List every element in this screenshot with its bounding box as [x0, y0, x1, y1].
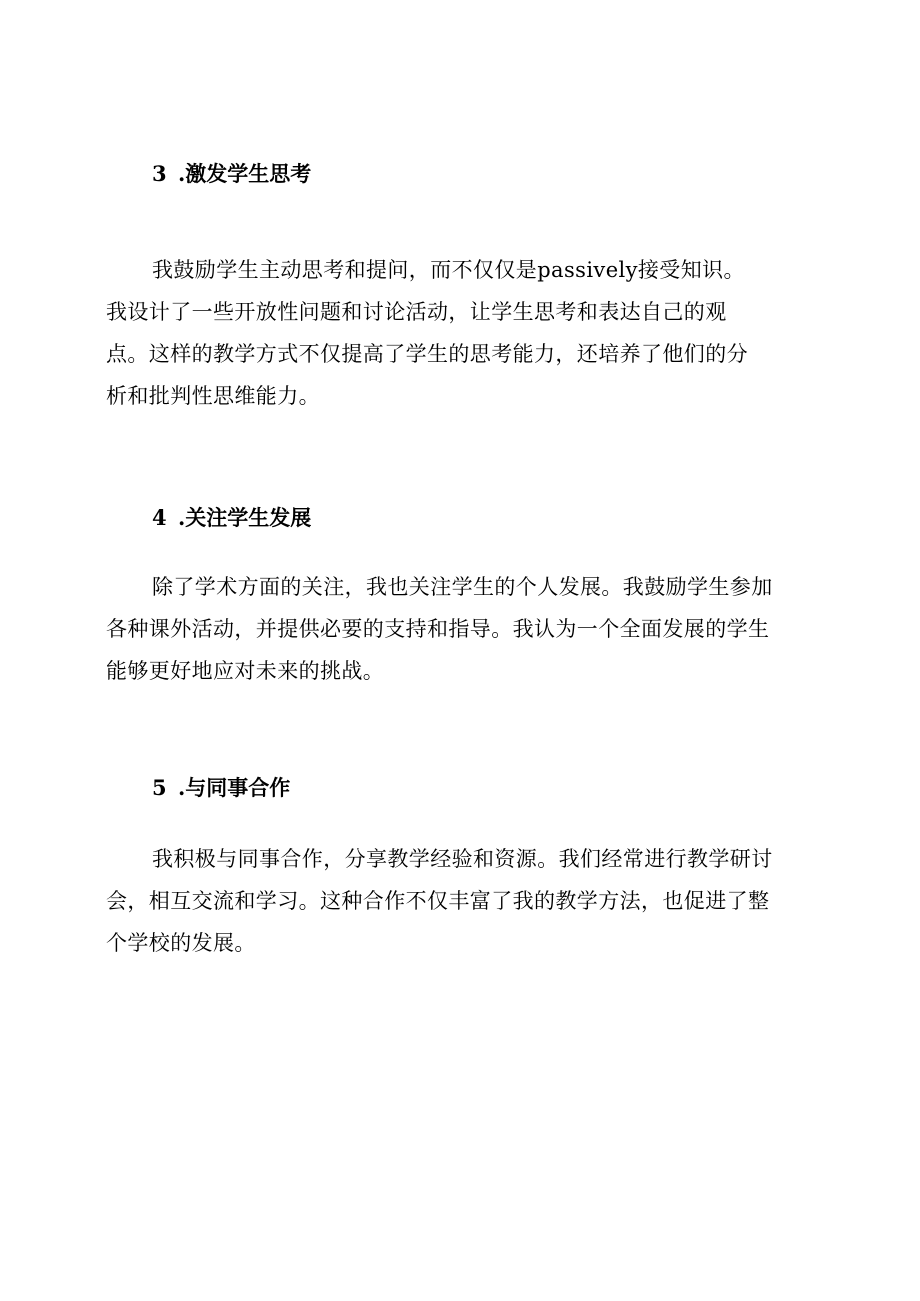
paragraph-line: 我积极与同事合作，分享教学经验和资源。我们经常进行教学研讨	[152, 847, 773, 871]
section-3-heading	[152, 159, 311, 189]
section-4-paragraph	[106, 566, 826, 692]
paragraph-line: 各种课外活动，并提供必要的支持和指导。我认为一个全面发展的学生	[106, 617, 770, 641]
section-3-title: .激发学生思考	[178, 161, 312, 186]
paragraph-line: 个学校的发展。	[106, 931, 256, 955]
section-5-heading	[152, 773, 290, 803]
section-5-title: .与同事合作	[178, 775, 291, 800]
paragraph-line: 我鼓励学生主动思考和提问，而不仅仅是passively接受知识。	[152, 258, 745, 282]
paragraph-line: 我设计了一些开放性问题和讨论活动，让学生思考和表达自己的观	[106, 300, 727, 324]
section-5-number: 5	[152, 775, 167, 800]
paragraph-line: 能够更好地应对未来的挑战。	[106, 659, 385, 683]
paragraph-line: 会，相互交流和学习。这种合作不仅丰富了我的教学方法，也促进了整	[106, 889, 770, 913]
section-3-number: 3	[152, 161, 167, 186]
section-4-heading	[152, 503, 311, 533]
paragraph-line: 除了学术方面的关注，我也关注学生的个人发展。我鼓励学生参加	[152, 575, 773, 599]
section-4-number: 4	[152, 505, 167, 530]
section-4-title: .关注学生发展	[178, 505, 312, 530]
paragraph-line: 析和批判性思维能力。	[106, 384, 320, 408]
paragraph-line: 点。这样的教学方式不仅提高了学生的思考能力，还培养了他们的分	[106, 342, 748, 366]
section-5-paragraph	[106, 838, 826, 964]
section-3-paragraph	[106, 249, 826, 417]
